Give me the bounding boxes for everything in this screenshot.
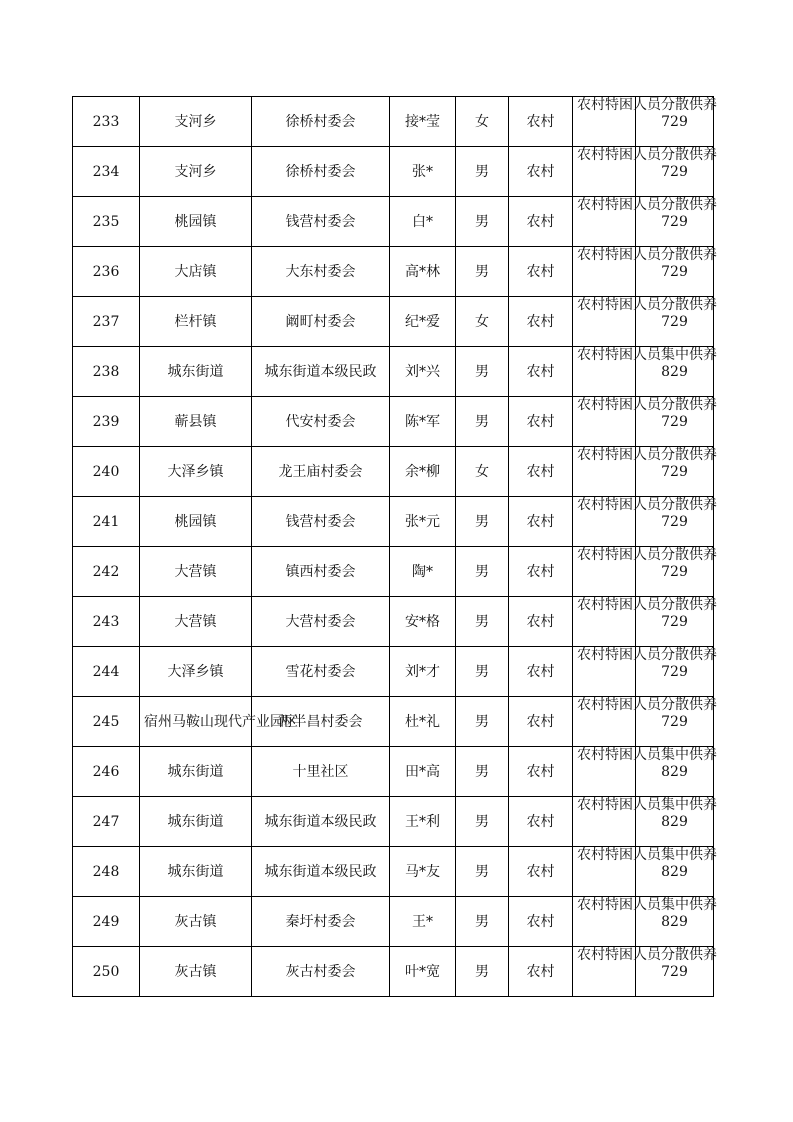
gender-cell: 男 [456, 497, 509, 547]
table-row [73, 847, 714, 897]
residence-type-cell: 农村 [509, 97, 573, 147]
village-committee-cell: 大东村委会 [252, 247, 390, 297]
person-name-cell: 白* [390, 197, 456, 247]
serial-number-cell: 239 [73, 397, 140, 447]
township-cell-text: 大营镇 [174, 563, 217, 580]
residence-type-cell: 农村 [509, 897, 573, 947]
village-committee-cell: 灰古村委会 [252, 947, 390, 997]
village-committee-cell: 城东街道本级民政 [252, 347, 390, 397]
gender-cell: 男 [456, 397, 509, 447]
person-name-cell: 杜*礼 [390, 697, 456, 747]
person-name-cell: 陈*军 [390, 397, 456, 447]
amount-cell: 729 [636, 97, 714, 147]
residence-type-cell: 农村 [509, 747, 573, 797]
person-name-cell: 马*友 [390, 847, 456, 897]
support-type-cell-text: 农村特困人员集中供养 [577, 847, 717, 863]
township-cell [140, 747, 252, 797]
village-committee-cell: 十里社区 [252, 747, 390, 797]
person-name-cell: 张* [390, 147, 456, 197]
residence-type-cell: 农村 [509, 847, 573, 897]
township-cell-text: 城东街道 [167, 813, 224, 830]
residence-type-cell: 农村 [509, 247, 573, 297]
person-name-cell: 安*格 [390, 597, 456, 647]
support-type-cell-text: 农村特困人员分散供养 [577, 297, 717, 313]
village-committee-cell: 大营村委会 [252, 597, 390, 647]
gender-cell: 女 [456, 297, 509, 347]
amount-cell: 729 [636, 497, 714, 547]
support-type-cell-text: 农村特困人员分散供养 [577, 97, 717, 113]
residence-type-cell: 农村 [509, 597, 573, 647]
residence-type-cell: 农村 [509, 947, 573, 997]
person-name-cell: 田*高 [390, 747, 456, 797]
township-cell [140, 347, 252, 397]
table-row [73, 947, 714, 997]
residence-type-cell: 农村 [509, 497, 573, 547]
serial-number-cell: 243 [73, 597, 140, 647]
residence-type-cell: 农村 [509, 647, 573, 697]
village-committee-cell: 代安村委会 [252, 397, 390, 447]
person-name-cell: 余*柳 [390, 447, 456, 497]
township-cell-text: 大营镇 [174, 613, 217, 630]
table-row [73, 297, 714, 347]
township-cell [140, 597, 252, 647]
gender-cell: 男 [456, 547, 509, 597]
amount-cell: 829 [636, 347, 714, 397]
table-row [73, 147, 714, 197]
support-type-cell-text: 农村特困人员分散供养 [577, 597, 717, 613]
support-type-cell-text: 农村特困人员分散供养 [577, 247, 717, 263]
roster-table [72, 96, 717, 997]
township-cell [140, 147, 252, 197]
residence-type-cell: 农村 [509, 397, 573, 447]
amount-cell: 729 [636, 197, 714, 247]
village-committee-cell: 龙王庙村委会 [252, 447, 390, 497]
village-committee-cell: 城东街道本级民政 [252, 797, 390, 847]
table-row [73, 197, 714, 247]
serial-number-cell: 236 [73, 247, 140, 297]
residence-type-cell: 农村 [509, 797, 573, 847]
amount-cell: 729 [636, 247, 714, 297]
township-cell-text: 灰古镇 [174, 963, 217, 980]
serial-number-cell: 235 [73, 197, 140, 247]
person-name-cell: 刘*兴 [390, 347, 456, 397]
table-row [73, 597, 714, 647]
gender-cell: 男 [456, 897, 509, 947]
township-cell-text: 蕲县镇 [174, 413, 217, 430]
township-cell [140, 97, 252, 147]
amount-cell: 829 [636, 847, 714, 897]
table-row [73, 797, 714, 847]
village-committee-cell: 阚町村委会 [252, 297, 390, 347]
support-type-cell-text: 农村特困人员集中供养 [577, 797, 717, 813]
gender-cell: 男 [456, 947, 509, 997]
township-cell [140, 647, 252, 697]
amount-cell: 729 [636, 597, 714, 647]
residence-type-cell: 农村 [509, 297, 573, 347]
table-row [73, 397, 714, 447]
township-cell [140, 447, 252, 497]
residence-type-cell: 农村 [509, 197, 573, 247]
village-committee-cell: 钱营村委会 [252, 197, 390, 247]
table-row [73, 247, 714, 297]
township-cell-text: 灰古镇 [174, 913, 217, 930]
township-cell-text: 桃园镇 [174, 513, 217, 530]
village-committee-cell: 钱营村委会 [252, 497, 390, 547]
support-type-cell-text: 农村特困人员集中供养 [577, 347, 717, 363]
support-type-cell-text: 农村特困人员分散供养 [577, 547, 717, 563]
village-committee-cell: 徐桥村委会 [252, 97, 390, 147]
residence-type-cell: 农村 [509, 547, 573, 597]
serial-number-cell: 246 [73, 747, 140, 797]
support-type-cell-text: 农村特困人员分散供养 [577, 397, 717, 413]
gender-cell: 男 [456, 847, 509, 897]
support-type-cell-text: 农村特困人员分散供养 [577, 147, 717, 163]
township-cell-text: 城东街道 [167, 863, 224, 880]
gender-cell: 男 [456, 747, 509, 797]
amount-cell: 729 [636, 547, 714, 597]
serial-number-cell: 247 [73, 797, 140, 847]
gender-cell: 男 [456, 247, 509, 297]
gender-cell: 男 [456, 147, 509, 197]
table-row [73, 747, 714, 797]
gender-cell: 男 [456, 797, 509, 847]
person-name-cell: 叶*宽 [390, 947, 456, 997]
table-row [73, 97, 714, 147]
township-cell-text: 大泽乡镇 [167, 463, 224, 480]
serial-number-cell: 245 [73, 697, 140, 747]
amount-cell: 729 [636, 647, 714, 697]
serial-number-cell: 241 [73, 497, 140, 547]
serial-number-cell: 250 [73, 947, 140, 997]
table-row [73, 697, 714, 747]
residence-type-cell: 农村 [509, 447, 573, 497]
person-name-cell: 张*元 [390, 497, 456, 547]
amount-cell: 729 [636, 397, 714, 447]
township-cell [140, 697, 298, 747]
table-row [73, 447, 714, 497]
gender-cell: 男 [456, 597, 509, 647]
village-committee-cell: 秦圩村委会 [252, 897, 390, 947]
residence-type-cell: 农村 [509, 697, 573, 747]
person-name-cell: 刘*才 [390, 647, 456, 697]
table-row [73, 547, 714, 597]
township-cell [140, 397, 252, 447]
township-cell [140, 847, 252, 897]
village-committee-cell: 徐桥村委会 [252, 147, 390, 197]
gender-cell: 男 [456, 647, 509, 697]
person-name-cell: 纪*爱 [390, 297, 456, 347]
township-cell-text: 大泽乡镇 [167, 663, 224, 680]
support-type-cell-text: 农村特困人员分散供养 [577, 647, 717, 663]
serial-number-cell: 242 [73, 547, 140, 597]
roster-body [73, 97, 717, 997]
support-type-cell-text: 农村特困人员分散供养 [577, 497, 717, 513]
gender-cell: 女 [456, 97, 509, 147]
village-committee-cell: 雪花村委会 [252, 647, 390, 697]
support-type-cell-text: 农村特困人员分散供养 [577, 447, 717, 463]
serial-number-cell: 244 [73, 647, 140, 697]
table-row [73, 897, 714, 947]
township-cell [140, 497, 252, 547]
township-cell [140, 247, 252, 297]
amount-cell: 829 [636, 897, 714, 947]
amount-cell: 729 [636, 147, 714, 197]
township-cell-text: 栏杆镇 [174, 313, 217, 330]
township-cell-text: 大店镇 [174, 263, 217, 280]
table-row [73, 647, 714, 697]
serial-number-cell: 234 [73, 147, 140, 197]
village-committee-cell: 城东街道本级民政 [252, 847, 390, 897]
table-row [73, 497, 714, 547]
serial-number-cell: 240 [73, 447, 140, 497]
township-cell-text: 桃园镇 [174, 213, 217, 230]
amount-cell: 829 [636, 797, 714, 847]
amount-cell: 729 [636, 697, 714, 747]
amount-cell: 829 [636, 747, 714, 797]
township-cell-text: 支河乡 [174, 163, 217, 180]
serial-number-cell: 238 [73, 347, 140, 397]
support-type-cell-text: 农村特困人员集中供养 [577, 747, 717, 763]
village-committee-cell: 两半昌村委会 [252, 697, 390, 747]
person-name-cell: 王* [390, 897, 456, 947]
township-cell [140, 297, 252, 347]
support-type-cell-text: 农村特困人员集中供养 [577, 897, 717, 913]
person-name-cell: 接*莹 [390, 97, 456, 147]
township-cell-text: 支河乡 [174, 113, 217, 130]
township-cell [140, 947, 252, 997]
township-cell-text: 宿州马鞍山现代产业园区 [144, 713, 298, 730]
serial-number-cell: 237 [73, 297, 140, 347]
person-name-cell: 王*利 [390, 797, 456, 847]
gender-cell: 男 [456, 697, 509, 747]
gender-cell: 女 [456, 447, 509, 497]
gender-cell: 男 [456, 347, 509, 397]
residence-type-cell: 农村 [509, 147, 573, 197]
person-name-cell: 陶* [390, 547, 456, 597]
township-cell [140, 797, 252, 847]
support-type-cell-text: 农村特困人员分散供养 [577, 947, 717, 963]
serial-number-cell: 233 [73, 97, 140, 147]
gender-cell: 男 [456, 197, 509, 247]
support-type-cell-text: 农村特困人员分散供养 [577, 697, 717, 713]
residence-type-cell: 农村 [509, 347, 573, 397]
amount-cell: 729 [636, 947, 714, 997]
township-cell [140, 897, 252, 947]
table-row [73, 347, 714, 397]
serial-number-cell: 249 [73, 897, 140, 947]
village-committee-cell: 镇西村委会 [252, 547, 390, 597]
serial-number-cell: 248 [73, 847, 140, 897]
amount-cell: 729 [636, 447, 714, 497]
township-cell [140, 197, 252, 247]
township-cell [140, 547, 252, 597]
township-cell-text: 城东街道 [167, 763, 224, 780]
support-type-cell-text: 农村特困人员分散供养 [577, 197, 717, 213]
township-cell-text: 城东街道 [167, 363, 224, 380]
amount-cell: 729 [636, 297, 714, 347]
person-name-cell: 高*林 [390, 247, 456, 297]
